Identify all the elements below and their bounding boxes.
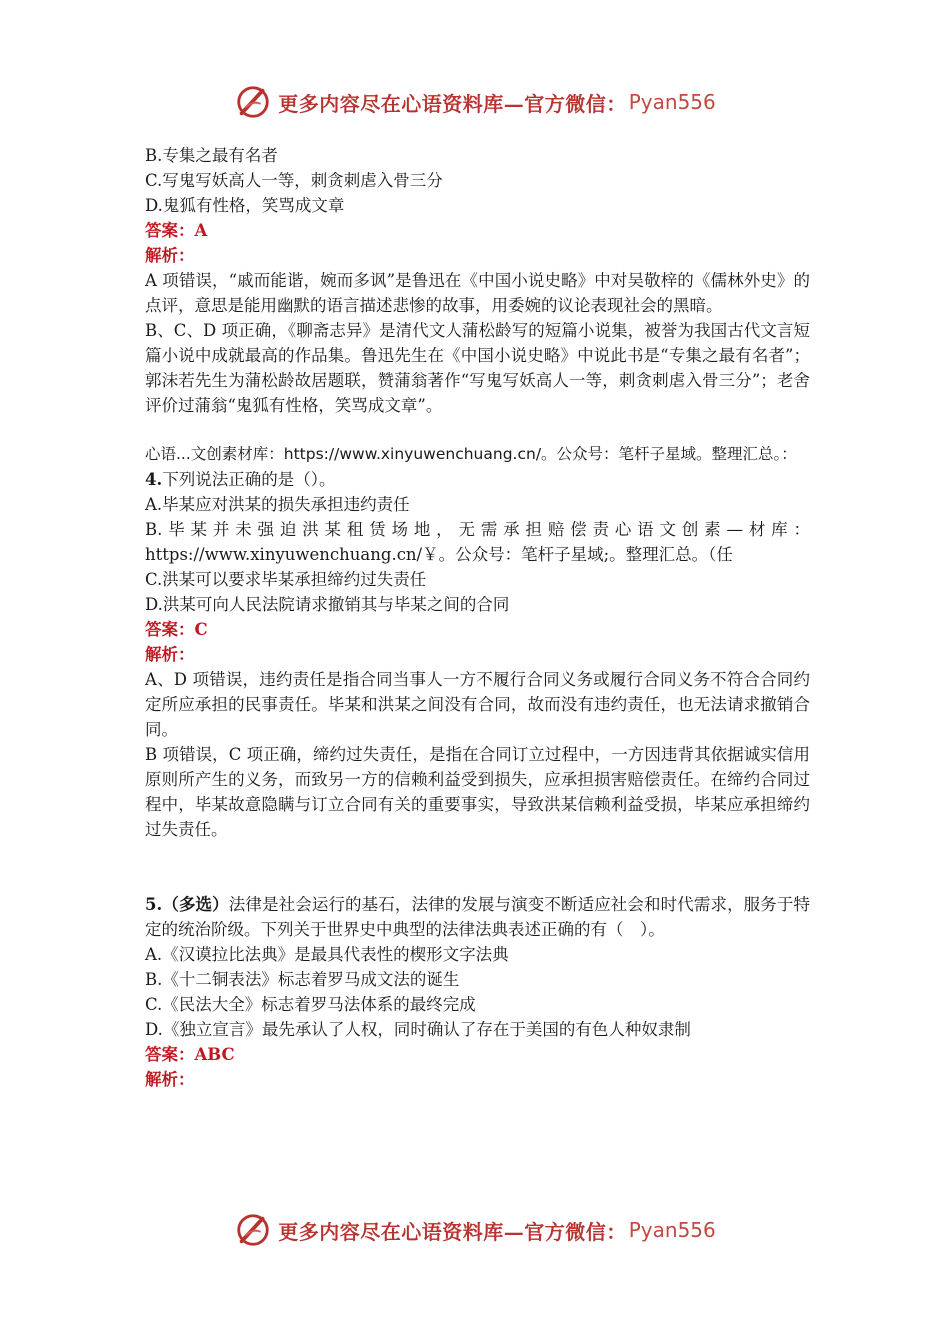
brush-logo-icon	[234, 83, 272, 121]
q4-stem-text: 下列说法正确的是（）。	[162, 470, 336, 489]
q4-analysis-paragraph-2: B 项错误，C 项正确，缔约过失责任，是指在合同订立过程中，一方因违背其依据诚实信用原则所产生的义务，而致另一方的信赖利益受到损失，应承担损害赔偿责任。在缔约合同过程中，毕某故意隐瞒与订立合同有关的重要事实，导致洪某信赖利益受损，毕某应承担缔约过失责任。	[145, 745, 810, 839]
q4-analysis-paragraph-1: A、D 项错误，违约责任是指合同当事人一方不履行合同义务或履行合同义务不符合合同约定所应承担的民事责任。毕某和洪某之间没有合同，故而没有违约责任，也无法请求撤销合同。	[145, 670, 810, 739]
q4-number: 4.	[145, 470, 163, 489]
watermark-note: 心语...文创素材库：https://www.xinyuwenchuang.cn/。公众号：笔杆子星域。整理汇总。：	[145, 445, 797, 463]
header-banner	[0, 80, 950, 124]
q4-answer: 答案：C	[145, 620, 208, 639]
banner-wechat-id: Pyan556	[628, 1218, 716, 1242]
q4-option-a: A.毕某应对洪某的损失承担违约责任	[145, 495, 410, 514]
q5-stem-text: 法律是社会运行的基石，法律的发展与演变不断适应社会和时代需求，服务于特定的统治阶级。下列关于世界史中典型的法律法典表述正确的有（ ）。	[145, 895, 810, 939]
q5-analysis-label: 解析：	[145, 1070, 195, 1089]
brush-logo-icon	[234, 1211, 272, 1249]
q4-stem	[145, 467, 810, 492]
q3-analysis-paragraph-2: B、C、D 项正确，《聊斋志异》是清代文人蒲松龄写的短篇小说集，被誉为我国古代文言短篇小说中成就最高的作品集。鲁迅先生在《中国小说史略》中说此书是“专集之最有名者”；郭沫若先生为蒲松龄故居题联，赞蒲翁著作“写鬼写妖高人一等，刺贪刺虐入骨三分”；老舍评价过蒲翁“鬼狐有性格，笑骂成文章”。	[145, 321, 810, 415]
q3-analysis-paragraph-1: A 项错误，“戚而能谐，婉而多讽”是鲁迅在《中国小说史略》中对吴敬梓的《儒林外史》的点评，意思是能用幽默的语言描述悲惨的故事，用委婉的议论表现社会的黑暗。	[145, 271, 810, 315]
q3-option-c: C.写鬼写妖高人一等，刺贪刺虐入骨三分	[145, 171, 443, 190]
banner-text: 更多内容尽在心语资料库—官方微信：	[278, 91, 627, 116]
q5-number: 5.（多选）	[145, 895, 229, 914]
q3-analysis-label: 解析：	[145, 246, 195, 265]
footer-banner	[0, 1208, 950, 1252]
q5-option-d: D.《独立宣言》最先承认了人权，同时确认了存在于美国的有色人种奴隶制	[145, 1020, 691, 1039]
q3-option-d: D.鬼狐有性格，笑骂成文章	[145, 196, 345, 215]
q5-option-b: B.《十二铜表法》标志着罗马成文法的诞生	[145, 970, 460, 989]
document-body	[145, 143, 810, 1092]
q4-analysis-label: 解析：	[145, 645, 195, 664]
q5-option-c: C.《民法大全》标志着罗马法体系的最终完成	[145, 995, 476, 1014]
q4-option-c: C.洪某可以要求毕某承担缔约过失责任	[145, 570, 427, 589]
banner-wechat-id: Pyan556	[628, 90, 716, 114]
q4-option-b: B.毕某并未强迫洪某租赁场地，无需承担赔偿责心语文创素—材库：https://www.xinyuwenchuang.cn/￥。公众号：笔杆子星域;。整理汇总。（任	[145, 520, 810, 564]
q3-answer: 答案：A	[145, 221, 208, 240]
banner-text: 更多内容尽在心语资料库—官方微信：	[278, 1219, 627, 1244]
q5-option-a: A.《汉谟拉比法典》是最具代表性的楔形文字法典	[145, 945, 509, 964]
q5-stem	[145, 892, 810, 942]
q5-answer: 答案：ABC	[145, 1045, 235, 1064]
q4-option-d: D.洪某可向人民法院请求撤销其与毕某之间的合同	[145, 595, 510, 614]
q3-option-b: B.专集之最有名者	[145, 146, 278, 165]
